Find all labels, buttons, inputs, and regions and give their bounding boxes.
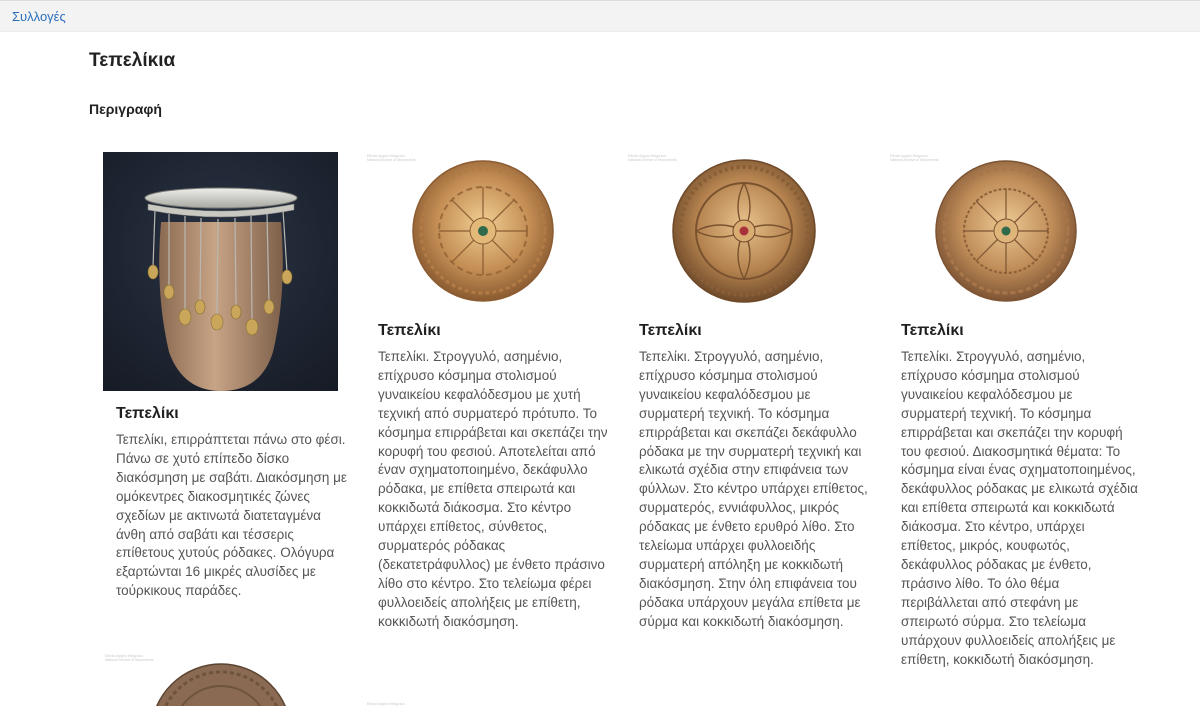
section-heading: Περιγραφή	[89, 101, 162, 117]
tepeliki-head-image	[103, 152, 338, 391]
watermark: Εθνικό Αρχείο Μνημείων National Archive of Monuments	[628, 154, 677, 162]
tepeliki-photo[interactable]	[888, 152, 1123, 312]
card-2	[378, 322, 616, 632]
card-title[interactable]: Τεπελίκι	[116, 405, 179, 422]
card-4	[901, 322, 1139, 669]
watermark: Εθνικό Αρχείο Μνημείων National Archive of Monuments	[367, 154, 416, 162]
tepeliki-photo-partial[interactable]	[365, 700, 600, 706]
rosette-image	[365, 152, 600, 312]
watermark: Εθνικό Αρχείο Μνημείων	[367, 702, 406, 706]
card-1	[116, 405, 354, 601]
card-3	[639, 322, 877, 632]
watermark: Εθνικό Αρχείο Μνημείων National Archive of Monuments	[890, 154, 939, 162]
tepeliki-photo[interactable]	[365, 152, 600, 312]
tepeliki-photo[interactable]	[626, 152, 861, 312]
tepeliki-photo[interactable]	[103, 152, 338, 391]
card-title[interactable]: Τεπελίκι	[378, 322, 441, 339]
collections-link[interactable]: Συλλογές	[12, 9, 66, 24]
card-description: Τεπελίκι. Στρογγυλό, ασημένιο, επίχρυσο κόσμημα στολισμού γυναικείου κεφαλόδεσμου με συρματερή τεχνική. Το κόσμημα επιρράβεται και σκεπάζει δεκάφυλλο ρόδακα με την συρματερή τεχνική και ελικωτά σχέδια στην επιφάνεια των φύλλων. Στο κέντρο υπάρχει επίθετος, συρματερός, εννιάφυλλος, μικρός ρόδακας με ένθετο ερυθρό λίθο. Στο τελείωμα υπάρχει φυλλοειδής συρματερή απόληξη με κοκκιδωτή διακόσμηση. Στην όλη επιφάνεια του ρόδακα υπάρχουν μεγάλα επίθετα με σύρμα και κοκκιδωτή διακόσμηση.	[639, 349, 868, 629]
rosette-image	[626, 152, 861, 312]
card-title[interactable]: Τεπελίκι	[901, 322, 964, 339]
tepeliki-photo-partial[interactable]	[103, 652, 338, 706]
page-title: Τεπελίκια	[89, 50, 176, 71]
card-description: Τεπελίκι. Στρογγυλό, ασημένιο, επίχρυσο κόσμημα στολισμού γυναικείου κεφαλόδεσμου με χυτή τεχνική από συρματερό πρότυπο. Το κόσμημα επιρράβεται και σκεπάζει την κορυφή του φεσιού. Αποτελείται από έναν σχηματοποιημένο, δεκάφυλλο ρόδακα, με επίθετα σπειρωτά και κοκκιδωτά διάκοσμα. Στο κέντρο υπάρχει επίθετος, σύνθετος, συρματερός ρόδακας (δεκατετράφυλλος) με ένθετο πράσινο λίθο στο κέντρο. Στο τελείωμα φέρει φυλλοειδείς απολήξεις με επίθετη, κοκκιδωτή διακόσμηση.	[378, 349, 608, 629]
card-description: Τεπελίκι, επιρράπτεται πάνω στο φέσι. Πάνω σε χυτό επίπεδο δίσκο διακόσμηση με σαβάτι. Διακόσμηση με ομόκεντρες διακοσμητικές ζώνες σχεδίων με ακτινωτά διατεταγμένα άνθη από σαβάτι και τέσσερις επίθετους χυτούς ρόδακες. Ολόγυρα εξαρτώνται 16 μικρές αλυσίδες με τούρκικους παράδες.	[116, 432, 347, 599]
rosette-image	[888, 152, 1123, 312]
watermark: Εθνικό Αρχείο Μνημείων National Archive of Monuments	[105, 654, 154, 662]
top-bar	[0, 0, 1200, 32]
card-title[interactable]: Τεπελίκι	[639, 322, 702, 339]
card-description: Τεπελίκι. Στρογγυλό, ασημένιο, επίχρυσο κόσμημα στολισμού γυναικείου κεφαλόδεσμου με συρματερή τεχνική. Το κόσμημα επιρράβεται και σκεπάζει την κορυφή του φεσιού. Διακοσμητικά θέματα: Το κόσμημα είναι ένας σχηματοποιημένος, δεκάφυλλος ρόδακας με ελικωτά σχέδια και επίθετα σπειρωτά και κοκκιδωτά διάκοσμα. Στο κέντρο, υπάρχει επίθετος, μικρός, κουφωτός, δεκάφυλλος ρόδακας με ένθετο, πράσινο λίθο. Το όλο θέμα περιβάλλεται από στεφάνη με σπειρωτό σύρμα. Στο τελείωμα υπάρχουν φυλλοειδείς απολήξεις με επίθετη, κοκκιδωτή διακόσμηση.	[901, 349, 1138, 667]
